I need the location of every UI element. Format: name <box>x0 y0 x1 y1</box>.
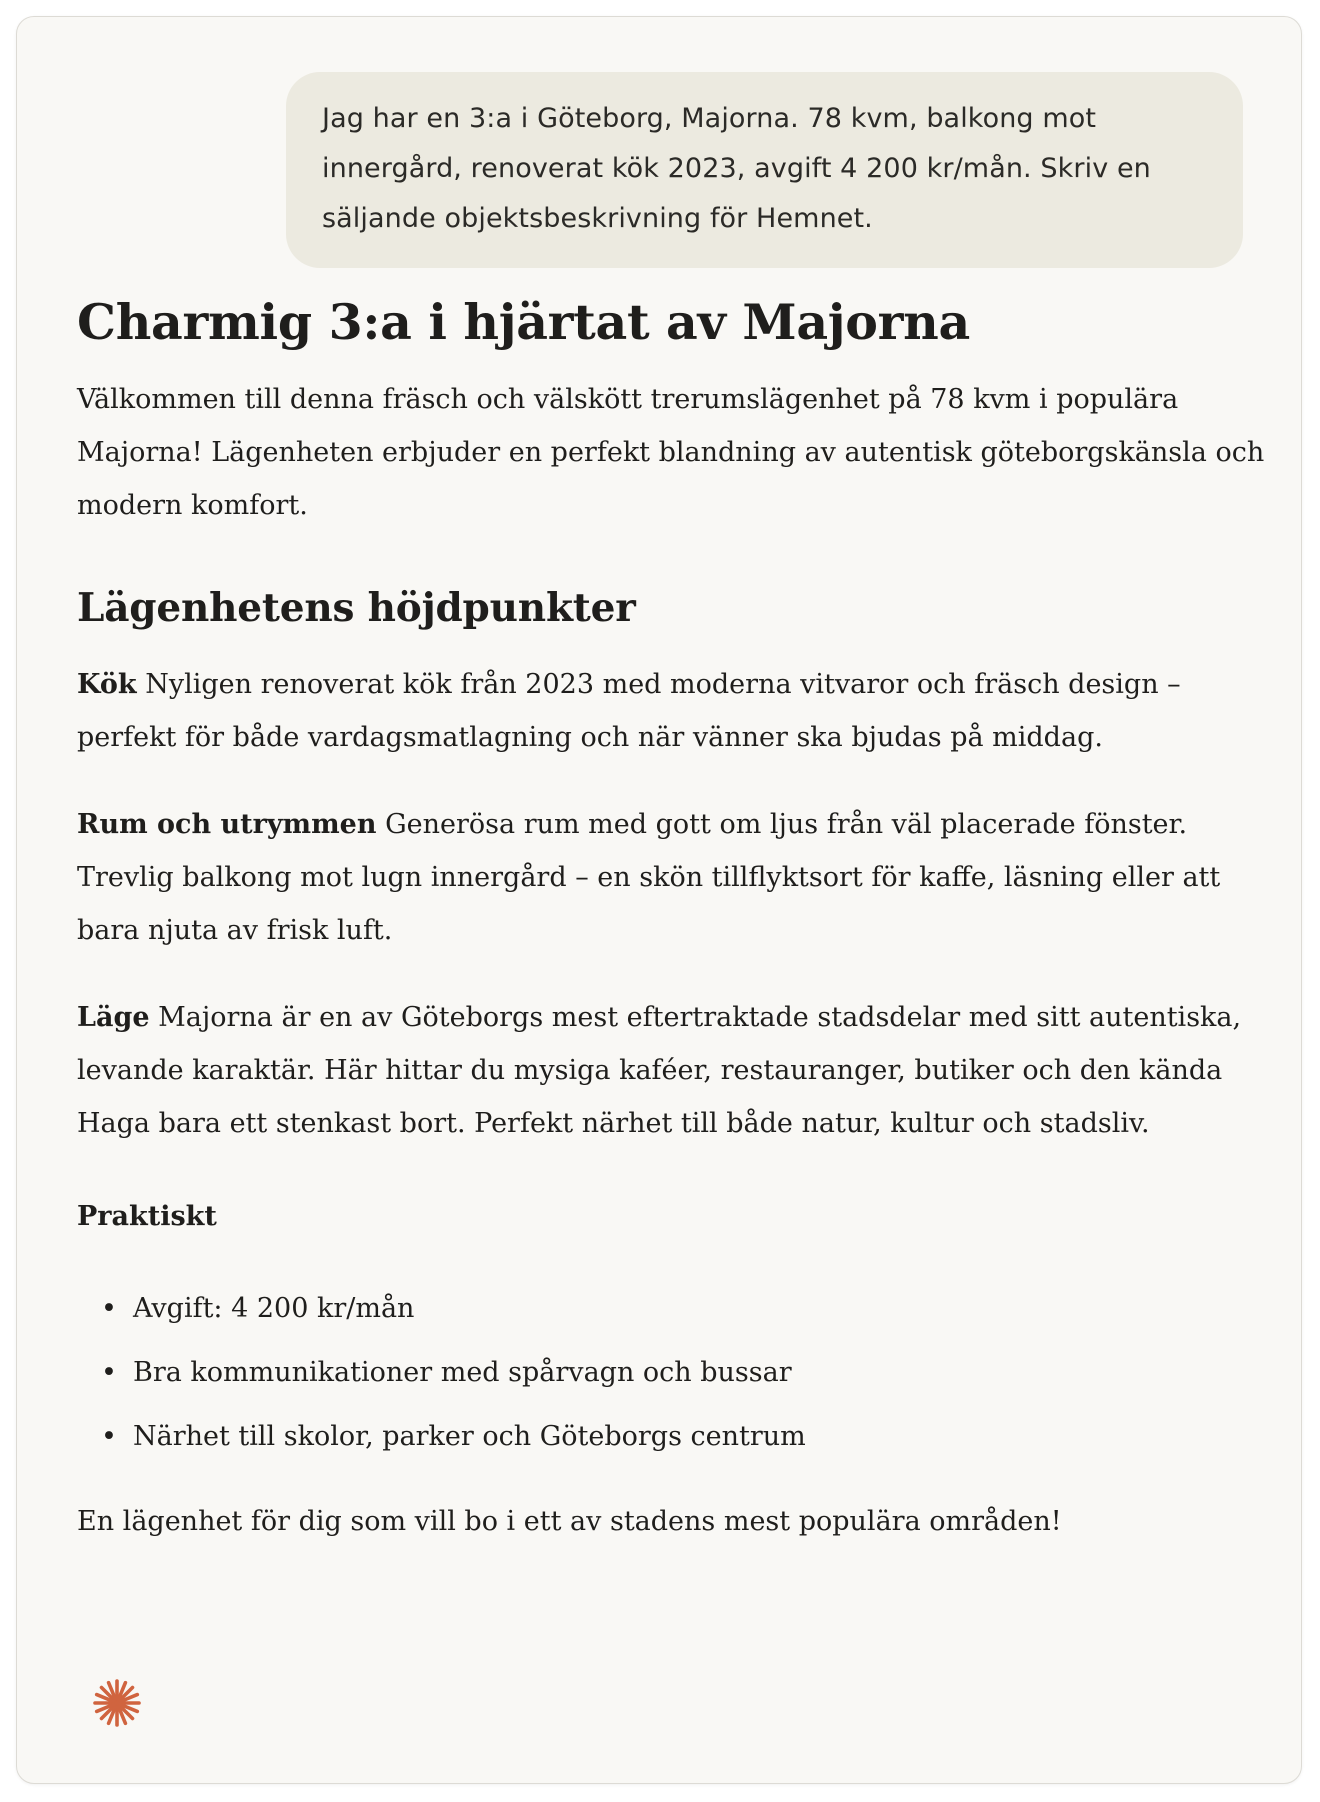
list-item <box>77 1277 1267 1341</box>
section-text: Nyligen renoverat kök från 2023 med moderna vitvaror och fräsch design – perfekt för både vardagsmatlagning och när vänner ska bjudas på middag. <box>77 669 1181 753</box>
assistant-response <box>77 287 1267 1548</box>
response-title: Charmig 3:a i hjärtat av Majorna <box>77 293 970 351</box>
section-text: Generösa rum med gott om ljus från väl placerade fönster. Trevlig balkong mot lugn innergård – en skön tillflyktsort för kaffe, läsning eller att bara njuta av frisk luft. <box>77 809 1221 946</box>
list-item-text: Bra kommunikationer med spårvagn och bussar <box>133 1357 792 1388</box>
practical-heading: Praktiskt <box>77 1201 217 1232</box>
sparkle-asterisk-icon <box>91 1677 143 1729</box>
section-label: Läge <box>77 1002 150 1033</box>
list-item-text: Avgift: 4 200 kr/mån <box>133 1293 415 1324</box>
list-item-text: Närhet till skolor, parker och Göteborgs centrum <box>133 1421 806 1452</box>
bullet-icon: • <box>101 1421 117 1452</box>
practical-list <box>77 1277 1267 1469</box>
response-outro: En lägenhet för dig som vill bo i ett av stadens mest populära områden! <box>77 1506 1062 1537</box>
section-label: Rum och utrymmen <box>77 809 377 840</box>
section-label: Kök <box>77 669 137 700</box>
user-message-text: Jag har en 3:a i Göteborg, Majorna. 78 kvm, balkong mot innergård, renoverat kök 2023, avgift 4 200 kr/mån. Skriv en säljande objektsbeskrivning för Hemnet. <box>322 103 1151 234</box>
bullet-icon: • <box>101 1357 117 1388</box>
section-location <box>77 991 1267 1150</box>
highlights-heading: Lägenhetens höjdpunkter <box>77 585 636 631</box>
bullet-icon: • <box>101 1293 117 1324</box>
chat-card <box>16 16 1302 1784</box>
user-message-bubble <box>286 72 1243 268</box>
response-intro: Välkommen till denna fräsch och välskött trerumslägenhet på 78 kvm i populära Majorna! Lägenheten erbjuder en perfekt blandning av autentisk göteborgskänsla och modern komfort. <box>77 384 1265 521</box>
section-text: Majorna är en av Göteborgs mest eftertraktade stadsdelar med sitt autentiska, levande karaktär. Här hittar du mysiga kaféer, restauranger, butiker och den kända Haga bara ett stenkast bort. Perfekt närhet till både natur, kultur och stadsliv. <box>77 1002 1242 1139</box>
list-item <box>77 1341 1267 1405</box>
list-item <box>77 1405 1267 1469</box>
section-kitchen <box>77 658 1267 764</box>
section-rooms <box>77 798 1267 957</box>
